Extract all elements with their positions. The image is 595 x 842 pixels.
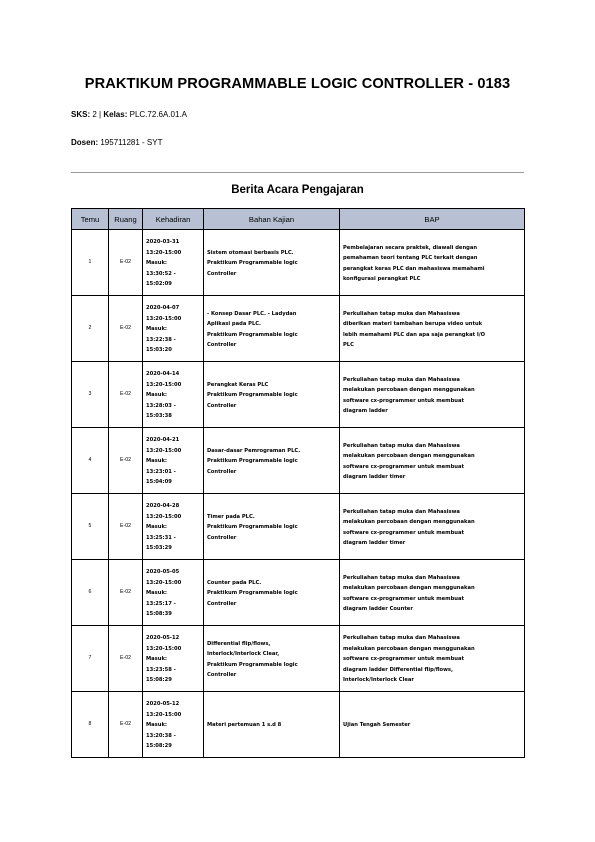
kehadiran-text: 2020-05-05 13:20-15:00 Masuk: 13:25:17 - 15:08:39: [146, 569, 182, 618]
cell-bahan-kajian: [204, 362, 340, 428]
cell-bap: [340, 626, 525, 692]
bahan-text: Timer pada PLC. Praktikum Programmable logic Controller: [207, 513, 298, 541]
cell-bap: [340, 560, 525, 626]
cell-temu: 4: [72, 428, 109, 494]
bahan-text: Counter pada PLC. Praktikum Programmable logic Controller: [207, 579, 298, 607]
cell-bahan-kajian: [204, 692, 340, 758]
table-row: [72, 560, 525, 626]
bahan-text: Sistem otomasi berbasis PLC. Praktikum Programmable logic Controller: [207, 249, 298, 277]
kehadiran-text: 2020-03-31 13:20-15:00 Masuk: 13:30:52 - 15:02:09: [146, 239, 182, 288]
course-meta-line: [71, 110, 187, 119]
bap-text: Perkuliahan tatap muka dan Mahasiswa melakukan percobaan dengan menggunakan software cx-programmer untuk membuat diagram ladder: [343, 376, 475, 414]
bahan-text: Dasar-dasar Pemrograman PLC. Praktikum Programmable logic Controller: [207, 447, 301, 475]
cell-bahan-kajian: [204, 230, 340, 296]
bap-text: Perkuliahan tatap muka dan Mahasiswa melakukan percobaan dengan menggunakan software cx-programmer untuk membuat diagram ladder Counter: [343, 574, 475, 612]
cell-kehadiran: [143, 692, 204, 758]
table-row: [72, 296, 525, 362]
meta-separator: |: [99, 110, 102, 119]
cell-kehadiran: [143, 560, 204, 626]
kehadiran-text: 2020-04-14 13:20-15:00 Masuk: 13:28:03 - 15:03:38: [146, 371, 182, 420]
cell-temu: 7: [72, 626, 109, 692]
cell-temu: 3: [72, 362, 109, 428]
bap-text: Perkuliahan tatap muka dan Mahasiswa melakukan percobaan dengan menggunakan software cx-programmer untuk membuat diagram ladder timer: [343, 508, 475, 546]
cell-kehadiran: [143, 230, 204, 296]
bahan-text: Perangkat Keras PLC Praktikum Programmable logic Controller: [207, 381, 298, 409]
dosen-label: Dosen:: [71, 138, 99, 147]
cell-bap: [340, 230, 525, 296]
kehadiran-text: 2020-04-07 13:20-15:00 Masuk: 13:22:38 - 15:03:20: [146, 305, 182, 354]
bap-text: Ujian Tengah Semester: [343, 722, 411, 729]
table-row: [72, 692, 525, 758]
cell-kehadiran: [143, 494, 204, 560]
header-kehadiran: Kehadiran: [143, 209, 204, 230]
kelas-label: Kelas:: [103, 110, 128, 119]
cell-ruang: E-02: [109, 560, 143, 626]
cell-kehadiran: [143, 362, 204, 428]
sks-label: SKS:: [71, 110, 91, 119]
cell-temu: 6: [72, 560, 109, 626]
cell-ruang: E-02: [109, 296, 143, 362]
header-temu: Temu: [72, 209, 109, 230]
table-header-row: [72, 209, 525, 230]
cell-temu: 5: [72, 494, 109, 560]
table-row: [72, 230, 525, 296]
cell-temu: 1: [72, 230, 109, 296]
bap-text: Perkuliahan tatap muka dan Mahasiswa melakukan percobaan dengan menggunakan software cx-programmer untuk membuat diagram ladder Differential flip/flows, Interlock/Interlock Clear: [343, 635, 475, 684]
header-bahan-kajian: Bahan Kajian: [204, 209, 340, 230]
cell-kehadiran: [143, 296, 204, 362]
document-title: PRAKTIKUM PROGRAMMABLE LOGIC CONTROLLER - 0183: [84, 76, 511, 92]
cell-bap: [340, 296, 525, 362]
bahan-text: - Konsep Dasar PLC. - Ladydan Aplikasi pada PLC. Praktikum Programmable logic Controller: [207, 310, 298, 348]
cell-ruang: E-02: [109, 494, 143, 560]
bahan-text: Materi pertemuan 1 s.d 8: [207, 722, 282, 729]
table-row: [72, 626, 525, 692]
bap-text: Pembelajaran secara praktek, diawali dengan pemahaman teori tentang PLC terkait dengan perangkat keras PLC dan mahasiswa memahami konfigurasi perangkat PLC: [343, 244, 485, 282]
cell-ruang: E-02: [109, 230, 143, 296]
cell-bap: [340, 692, 525, 758]
cell-bahan-kajian: [204, 428, 340, 494]
section-title: Berita Acara Pengajaran: [231, 184, 364, 196]
cell-bahan-kajian: [204, 560, 340, 626]
kelas-value: PLC.72.6A.01.A: [129, 110, 187, 119]
cell-ruang: E-02: [109, 626, 143, 692]
table-row: [72, 428, 525, 494]
cell-ruang: E-02: [109, 428, 143, 494]
cell-bap: [340, 494, 525, 560]
bap-text: Perkuliahan tatap muka dan Mahasiswa melakukan percobaan dengan menggunakan software cx-programmer untuk membuat diagram ladder timer: [343, 442, 475, 480]
lecturer-line: [71, 138, 162, 147]
header-ruang: Ruang: [109, 209, 143, 230]
bahan-text: Differential flip/flows, Interlock/Interlock Clear, Praktikum Programmable logic Controller: [207, 640, 298, 678]
kehadiran-text: 2020-04-21 13:20-15:00 Masuk: 13:23:01 - 15:04:09: [146, 437, 182, 486]
dosen-value: 195711281 - SYT: [100, 138, 163, 147]
cell-bap: [340, 428, 525, 494]
bap-table: [71, 208, 525, 758]
header-bap: BAP: [340, 209, 525, 230]
kehadiran-text: 2020-05-12 13:20-15:00 Masuk: 13:20:38 - 15:08:29: [146, 701, 182, 750]
cell-kehadiran: [143, 428, 204, 494]
cell-bahan-kajian: [204, 296, 340, 362]
cell-bap: [340, 362, 525, 428]
kehadiran-text: 2020-05-12 13:20-15:00 Masuk: 13:23:58 - 15:08:29: [146, 635, 182, 684]
sks-value: 2: [92, 110, 97, 119]
table-row: [72, 494, 525, 560]
kehadiran-text: 2020-04-28 13:20-15:00 Masuk: 13:25:31 - 15:03:29: [146, 503, 182, 552]
cell-bahan-kajian: [204, 494, 340, 560]
bap-text: Perkuliahan tatap muka dan Mahasiswa diberikan materi tambahan berupa video untuk lebih memahami PLC dan apa saja perangkat I/O PLC: [343, 310, 486, 348]
cell-bahan-kajian: [204, 626, 340, 692]
divider: [71, 172, 524, 173]
cell-kehadiran: [143, 626, 204, 692]
cell-ruang: E-02: [109, 692, 143, 758]
cell-ruang: E-02: [109, 362, 143, 428]
table-row: [72, 362, 525, 428]
cell-temu: 8: [72, 692, 109, 758]
cell-temu: 2: [72, 296, 109, 362]
